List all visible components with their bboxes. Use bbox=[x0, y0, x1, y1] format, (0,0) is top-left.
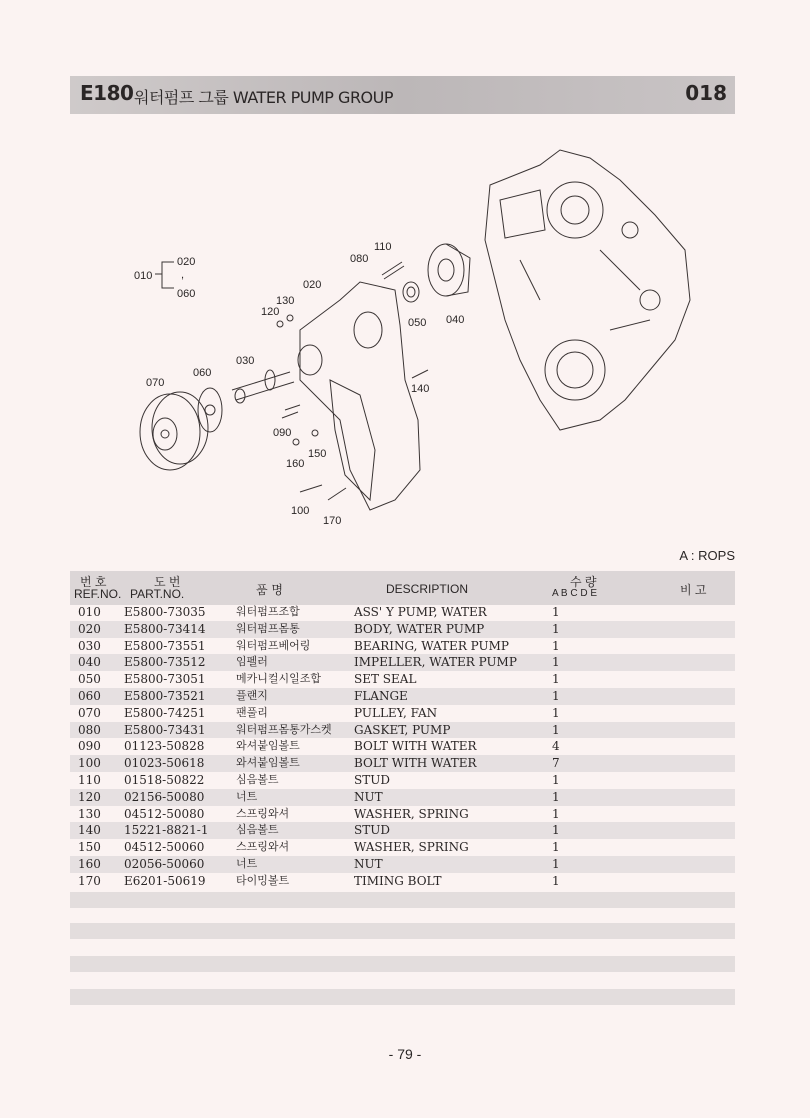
part-no-cell: E5800-73051 bbox=[124, 672, 206, 687]
korean-name-cell: 스프링와셔 bbox=[236, 840, 290, 854]
parts-table bbox=[70, 604, 735, 890]
part-no-cell: 04512-50060 bbox=[124, 840, 205, 855]
label-030: 030 bbox=[236, 355, 255, 367]
korean-name-cell: 와셔붙임볼트 bbox=[236, 739, 300, 753]
label-100: 100 bbox=[291, 505, 310, 517]
table-row bbox=[70, 705, 735, 722]
engine-case bbox=[485, 150, 690, 430]
label-120: 120 bbox=[261, 306, 280, 318]
ref-cell: 100 bbox=[78, 756, 101, 771]
description-cell: FLANGE bbox=[354, 688, 408, 703]
label-050: 050 bbox=[408, 317, 427, 329]
korean-name-cell: 타이밍볼트 bbox=[236, 873, 290, 887]
description-cell: WASHER, SPRING bbox=[354, 840, 469, 855]
page-code: 018 bbox=[685, 81, 727, 105]
header-part-kor: 도 번 bbox=[154, 575, 181, 589]
table-row bbox=[70, 621, 735, 638]
part-no-cell: 01123-50828 bbox=[124, 739, 205, 754]
ref-cell: 110 bbox=[78, 772, 101, 787]
seal bbox=[403, 282, 419, 302]
ref-cell: 040 bbox=[78, 655, 101, 670]
table-row bbox=[70, 671, 735, 688]
description-cell: TIMING BOLT bbox=[354, 873, 442, 888]
part-no-cell: E5800-73521 bbox=[124, 688, 206, 703]
description-cell: NUT bbox=[354, 856, 383, 871]
korean-name-cell: 스프링와셔 bbox=[236, 806, 290, 820]
description-cell: WASHER, SPRING bbox=[354, 806, 469, 821]
table-row bbox=[70, 806, 735, 823]
qty-cell: 1 bbox=[552, 655, 560, 670]
blank-row bbox=[70, 892, 735, 908]
label-110: 110 bbox=[374, 241, 392, 253]
part-no-cell: 02056-50060 bbox=[124, 856, 205, 871]
qty-cell: 1 bbox=[552, 856, 560, 871]
korean-name-cell: 메카니컬시일조합 bbox=[236, 672, 322, 686]
label-040: 040 bbox=[446, 314, 465, 326]
fan-pulley bbox=[140, 394, 200, 470]
ref-cell: 130 bbox=[78, 806, 101, 821]
header-qty-cols: A B C D E bbox=[552, 588, 598, 599]
table-row bbox=[70, 822, 735, 839]
description-cell: GASKET, PUMP bbox=[354, 722, 451, 737]
ref-cell: 030 bbox=[78, 638, 101, 653]
bracket-mark: , bbox=[181, 269, 185, 281]
blank-row bbox=[70, 923, 735, 939]
korean-name-cell: 워터펌프베어링 bbox=[236, 638, 311, 652]
table-row bbox=[70, 604, 735, 621]
korean-name-cell: 워터펌프조합 bbox=[236, 605, 300, 618]
description-cell: BEARING, WATER PUMP bbox=[354, 638, 510, 653]
table-row bbox=[70, 873, 735, 890]
label-020b: 020 bbox=[303, 279, 322, 291]
korean-name-cell: 너트 bbox=[236, 856, 258, 870]
part-no-cell: E5800-73431 bbox=[124, 722, 206, 737]
label-170: 170 bbox=[323, 515, 342, 527]
label-140: 140 bbox=[411, 383, 430, 395]
label-130: 130 bbox=[276, 295, 295, 307]
ref-cell: 070 bbox=[78, 705, 101, 720]
label-010: 010 bbox=[134, 270, 153, 282]
ref-cell: 050 bbox=[78, 672, 101, 687]
qty-cell: 1 bbox=[552, 840, 560, 855]
header-description: DESCRIPTION bbox=[386, 582, 469, 596]
ref-cell: 170 bbox=[78, 873, 101, 888]
description-cell: STUD bbox=[354, 823, 390, 838]
label-020: 020 bbox=[177, 256, 196, 268]
table-row bbox=[70, 688, 735, 705]
ref-cell: 020 bbox=[78, 621, 101, 636]
table-header bbox=[70, 571, 735, 605]
label-090: 090 bbox=[273, 427, 292, 439]
header-num-kor: 번 호 bbox=[80, 575, 107, 589]
header-num-eng: REF.NO. bbox=[74, 587, 122, 601]
description-cell: PULLEY, FAN bbox=[354, 705, 438, 720]
flange bbox=[198, 388, 222, 432]
qty-cell: 1 bbox=[552, 688, 560, 703]
rops-note: A : ROPS bbox=[679, 548, 735, 563]
part-no-cell: E5800-73414 bbox=[124, 621, 206, 636]
part-no-cell: E5800-73512 bbox=[124, 655, 206, 670]
ref-cell: 090 bbox=[78, 739, 101, 754]
table-row bbox=[70, 839, 735, 856]
header-qty-kor: 수 량 bbox=[570, 575, 597, 589]
korean-name-cell: 플랜지 bbox=[236, 688, 268, 702]
label-150: 150 bbox=[308, 448, 327, 460]
description-cell: BODY, WATER PUMP bbox=[354, 621, 485, 636]
table-row bbox=[70, 772, 735, 789]
part-no-cell: 02156-50080 bbox=[124, 789, 205, 804]
qty-cell: 1 bbox=[552, 605, 560, 619]
qty-cell: 1 bbox=[552, 705, 560, 720]
part-no-cell: E6201-50619 bbox=[124, 873, 206, 888]
group-code: E180 bbox=[80, 81, 134, 105]
description-cell: IMPELLER, WATER PUMP bbox=[354, 655, 517, 670]
bracket-line bbox=[162, 262, 174, 288]
qty-cell: 1 bbox=[552, 823, 560, 838]
qty-cell: 1 bbox=[552, 672, 560, 687]
ref-cell: 080 bbox=[78, 722, 101, 737]
korean-name-cell: 너트 bbox=[236, 789, 258, 803]
korean-name-cell: 심음볼트 bbox=[236, 823, 279, 837]
part-no-cell: E5800-73035 bbox=[124, 605, 206, 619]
qty-cell: 1 bbox=[552, 772, 560, 787]
table-row bbox=[70, 654, 735, 671]
header-remark: 비 고 bbox=[680, 583, 707, 597]
table-row bbox=[70, 755, 735, 772]
part-no-cell: 04512-50080 bbox=[124, 806, 205, 821]
qty-cell: 1 bbox=[552, 806, 560, 821]
qty-cell: 1 bbox=[552, 873, 560, 888]
ref-cell: 140 bbox=[78, 823, 101, 838]
korean-name-cell: 워터펌프몸통 bbox=[236, 621, 300, 635]
table-row bbox=[70, 789, 735, 806]
qty-cell: 4 bbox=[552, 739, 560, 754]
qty-cell: 1 bbox=[552, 621, 560, 636]
label-160: 160 bbox=[286, 458, 305, 470]
part-no-cell: 01518-50822 bbox=[124, 772, 205, 787]
label-060: 060 bbox=[177, 288, 196, 300]
part-no-cell: 01023-50618 bbox=[124, 756, 205, 771]
description-cell: SET SEAL bbox=[354, 672, 417, 687]
ref-cell: 120 bbox=[78, 789, 101, 804]
description-cell: BOLT WITH WATER bbox=[354, 756, 477, 771]
qty-cell: 1 bbox=[552, 789, 560, 804]
description-cell: ASS' Y PUMP, WATER bbox=[354, 605, 487, 619]
ref-cell: 060 bbox=[78, 688, 101, 703]
label-080: 080 bbox=[350, 253, 369, 265]
part-no-cell: 15221-8821-1 bbox=[124, 823, 209, 838]
korean-name-cell: 워터펌프몸통가스켓 bbox=[236, 722, 332, 736]
part-no-cell: E5800-73551 bbox=[124, 638, 206, 653]
korean-name-cell: 심음볼트 bbox=[236, 772, 279, 786]
korean-name-cell: 임펠러 bbox=[236, 655, 268, 669]
description-cell: BOLT WITH WATER bbox=[354, 739, 477, 754]
blank-row bbox=[70, 989, 735, 1005]
korean-name-cell: 팬풀리 bbox=[236, 705, 268, 719]
qty-cell: 1 bbox=[552, 638, 560, 653]
group-title: 워터펌프 그룹 WATER PUMP GROUP bbox=[134, 88, 394, 107]
ref-cell: 150 bbox=[78, 840, 101, 855]
table-row bbox=[70, 638, 735, 655]
table-row bbox=[70, 738, 735, 755]
table-row bbox=[70, 856, 735, 873]
description-cell: STUD bbox=[354, 772, 390, 787]
ref-cell: 160 bbox=[78, 856, 101, 871]
label-060b: 060 bbox=[193, 367, 212, 379]
header-part-eng: PART.NO. bbox=[130, 587, 185, 601]
part-no-cell: E5800-74251 bbox=[124, 705, 206, 720]
table-row bbox=[70, 722, 735, 739]
qty-cell: 1 bbox=[552, 722, 560, 737]
page-number: - 79 - bbox=[388, 1046, 422, 1062]
korean-name-cell: 와셔붙임볼트 bbox=[236, 756, 300, 770]
description-cell: NUT bbox=[354, 789, 383, 804]
label-070: 070 bbox=[146, 377, 165, 389]
header-name-kor: 품 명 bbox=[256, 583, 283, 597]
blank-row bbox=[70, 956, 735, 972]
ref-cell: 010 bbox=[78, 605, 101, 619]
qty-cell: 7 bbox=[552, 756, 560, 771]
bearing-shaft bbox=[232, 372, 294, 400]
